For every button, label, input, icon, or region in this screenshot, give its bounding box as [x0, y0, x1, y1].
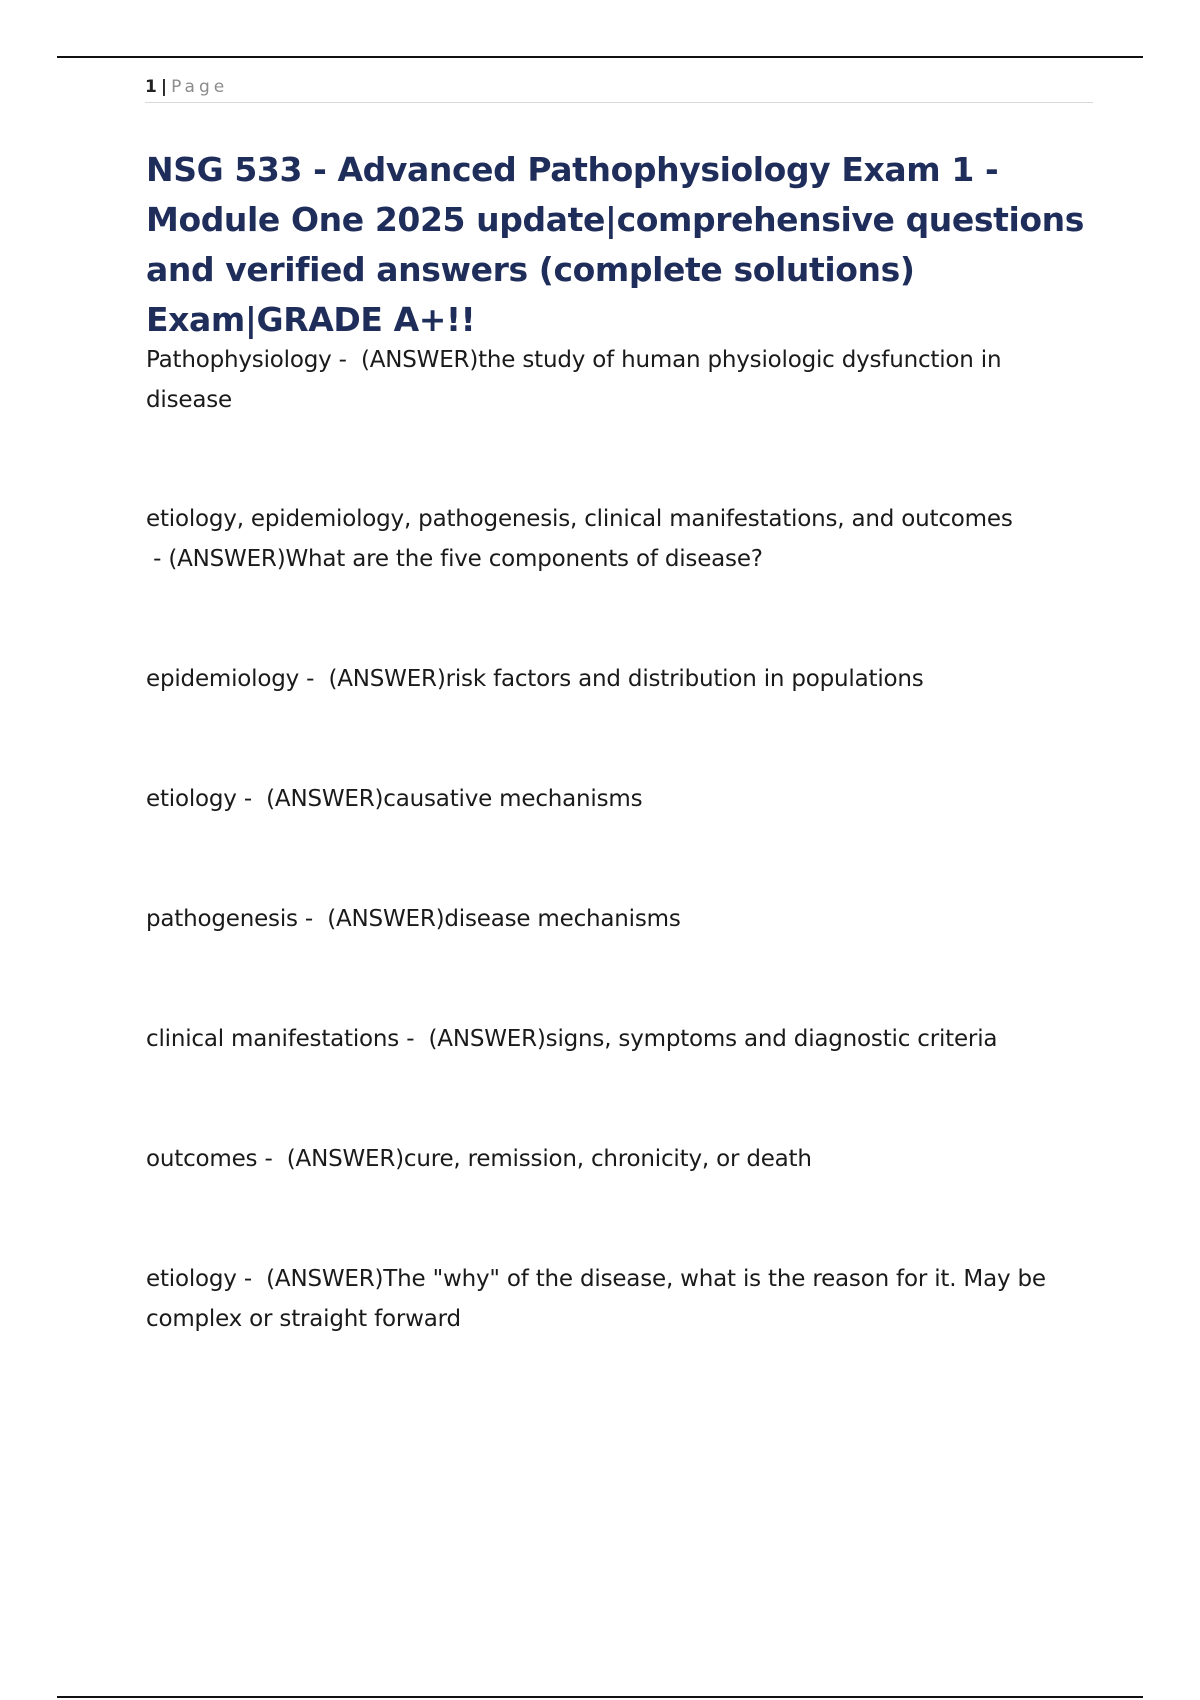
qa-answer: (ANSWER)risk factors and distribution in populations: [328, 666, 924, 692]
qa-separator: -: [236, 786, 267, 812]
top-page-rule: [57, 56, 1143, 58]
qa-term: Pathophysiology: [146, 347, 332, 373]
qa-separator: -: [331, 347, 361, 373]
qa-item: [146, 499, 1076, 579]
qa-item: [146, 899, 1076, 939]
qa-item: [146, 1259, 1076, 1339]
qa-term: outcomes: [146, 1146, 258, 1172]
qa-separator: -: [399, 1026, 429, 1052]
qa-item: [146, 659, 1076, 699]
qa-answer: (ANSWER)disease mechanisms: [327, 906, 681, 932]
qa-answer: (ANSWER)causative mechanisms: [266, 786, 643, 812]
qa-term: etiology, epidemiology, pathogenesis, clinical manifestations, and outcomes: [146, 506, 1013, 532]
qa-answer: (ANSWER)signs, symptoms and diagnostic criteria: [428, 1026, 998, 1052]
page-separator: |: [160, 77, 168, 97]
qa-term: clinical manifestations: [146, 1026, 400, 1052]
qa-term: pathogenesis: [146, 906, 298, 932]
qa-term: etiology: [146, 786, 237, 812]
page-label: Page: [171, 77, 229, 97]
qa-separator: -: [299, 666, 329, 692]
qa-term: etiology: [146, 1266, 237, 1292]
page-header: [145, 72, 1093, 103]
qa-answer: (ANSWER)the study of human physiologic dysfunction in disease: [146, 347, 1002, 413]
qa-answer: (ANSWER)cure, remission, chronicity, or death: [286, 1146, 812, 1172]
qa-separator: -: [297, 906, 328, 932]
page-number: 1: [145, 77, 157, 97]
qa-separator: -: [146, 546, 169, 572]
bottom-page-rule: [57, 1696, 1143, 1698]
qa-item: [146, 340, 1076, 420]
qa-item: [146, 1019, 1076, 1059]
qa-item: [146, 779, 1076, 819]
qa-separator: -: [236, 1266, 267, 1292]
document-title: NSG 533 - Advanced Pathophysiology Exam 1 - Module One 2025 update|comprehensive questions and verified answers (complete solutions) Exam|GRADE A+!!: [146, 150, 1085, 339]
qa-term: epidemiology: [146, 666, 300, 692]
qa-answer: (ANSWER)The "why" of the disease, what is the reason for it. May be complex or straight forward: [146, 1266, 1046, 1332]
qa-separator: -: [257, 1146, 287, 1172]
qa-answer: (ANSWER)What are the five components of disease?: [168, 546, 763, 572]
qa-item: [146, 1139, 1076, 1179]
